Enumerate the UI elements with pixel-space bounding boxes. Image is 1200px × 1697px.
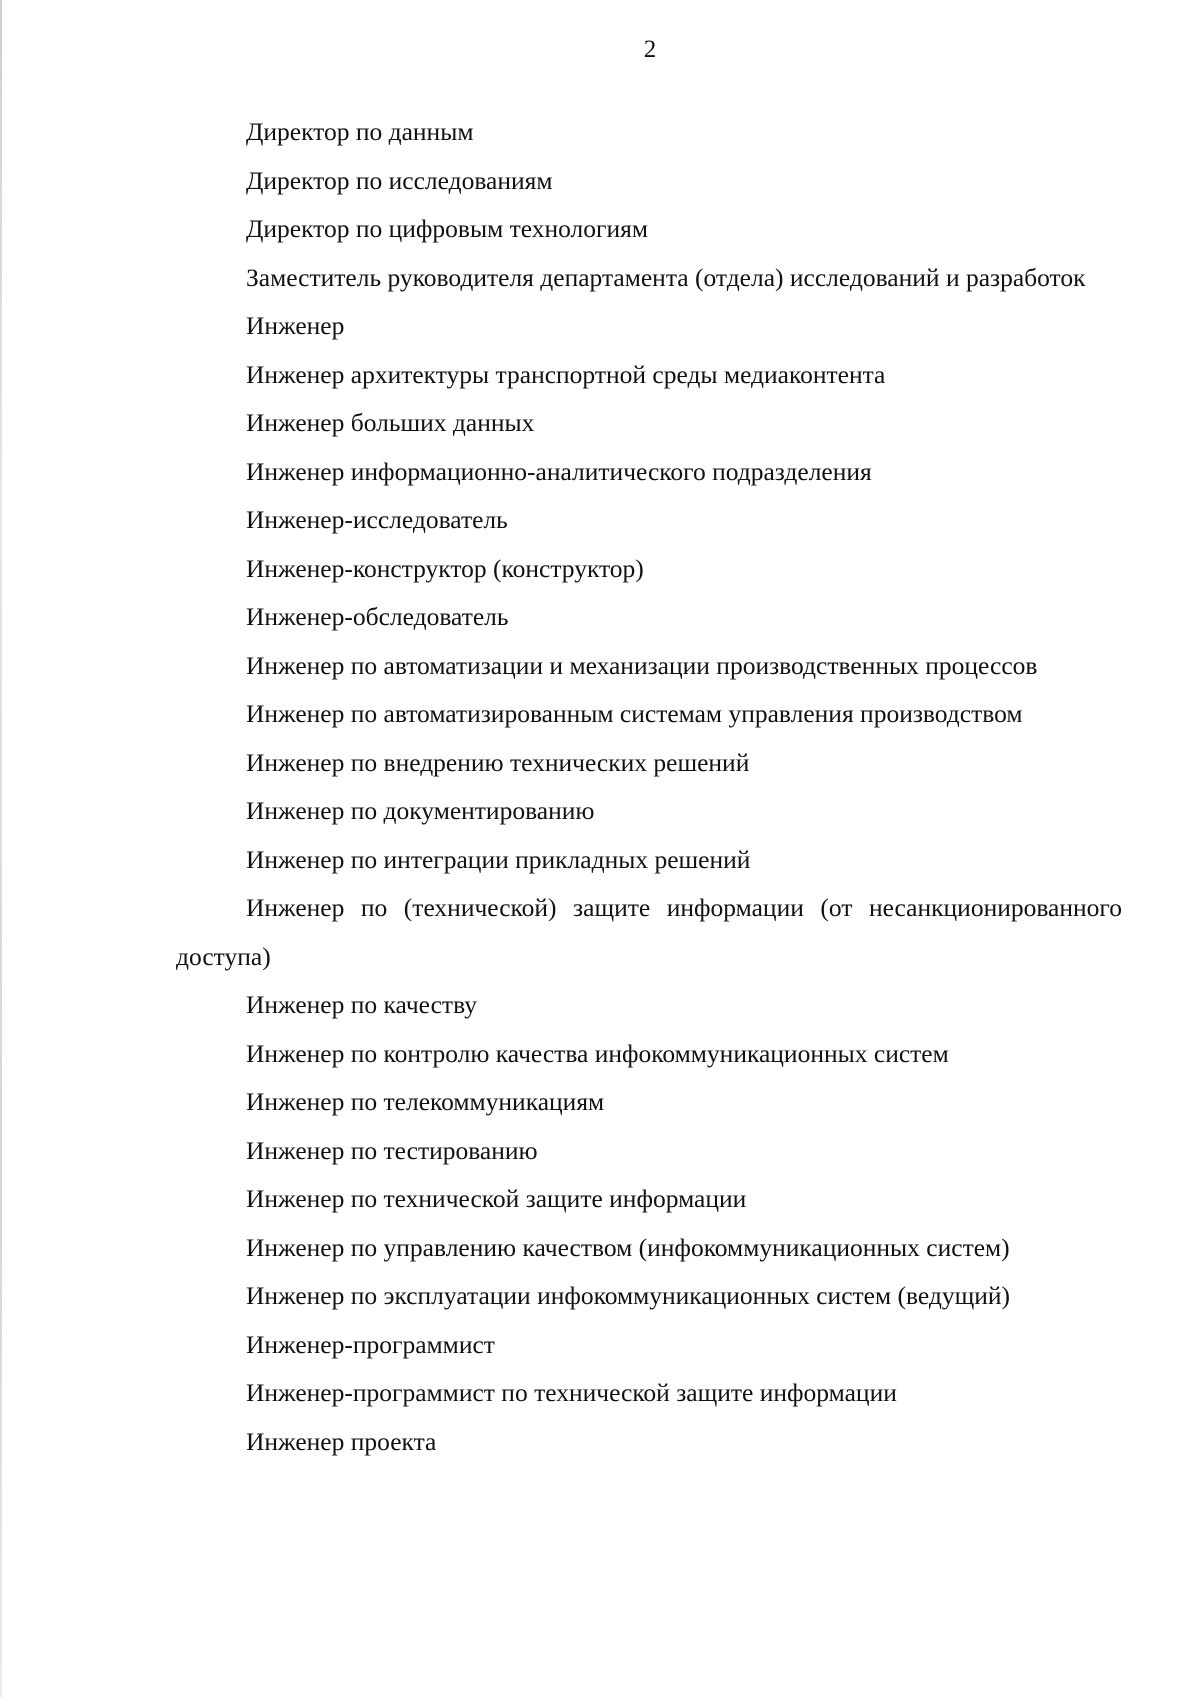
list-item: Инженер по качеству xyxy=(246,990,477,1019)
list-item: Инженер архитектуры транспортной среды медиаконтента xyxy=(246,359,886,389)
position-list xyxy=(176,108,1122,1466)
list-item: Инженер-программист по технической защите информации xyxy=(246,1378,897,1407)
list-item: Инженер по управлению качеством (инфокоммуникационных систем) xyxy=(246,1232,1010,1262)
list-item: Инженер по автоматизированным системам управления производством xyxy=(246,699,1023,728)
page-number: 2 xyxy=(643,36,657,63)
list-item: Инженер по (технической) защите информации (от несанкционированного доступа) xyxy=(176,893,1122,971)
list-item: Инженер больших данных xyxy=(246,408,535,437)
list-item: Директор по цифровым технологиям xyxy=(246,214,648,243)
list-item: Директор по исследованиям xyxy=(246,165,553,195)
list-item: Инженер-исследователь xyxy=(246,505,508,534)
list-item: Инженер по интеграции прикладных решений xyxy=(246,844,751,874)
list-item: Инженер по контролю качества инфокоммуникационных систем xyxy=(246,1038,949,1068)
list-item: Инженер по автоматизации и механизации производственных процессов xyxy=(246,650,1038,680)
list-item: Инженер-обследователь xyxy=(246,602,509,631)
list-item: Инженер-конструктор (конструктор) xyxy=(246,553,644,583)
list-item: Инженер проекта xyxy=(246,1426,437,1456)
list-item: Инженер по внедрению технических решений xyxy=(246,747,750,777)
list-item: Инженер-программист xyxy=(246,1329,495,1359)
list-item: Инженер по тестированию xyxy=(246,1135,538,1165)
list-item: Инженер по телекоммуникациям xyxy=(246,1087,605,1116)
scan-edge xyxy=(0,0,2,1697)
list-item: Инженер по эксплуатации инфокоммуникационных систем (ведущий) xyxy=(246,1281,1010,1310)
list-item: Инженер информационно-аналитического подразделения xyxy=(246,456,872,486)
list-item: Инженер по технической защите информации xyxy=(246,1184,747,1213)
list-item: Директор по данным xyxy=(246,117,474,146)
list-item: Инженер по документированию xyxy=(246,796,595,825)
list-item: Инженер xyxy=(246,311,345,340)
list-item: Заместитель руководителя департамента (отдела) исследований и разработок xyxy=(246,262,1086,292)
